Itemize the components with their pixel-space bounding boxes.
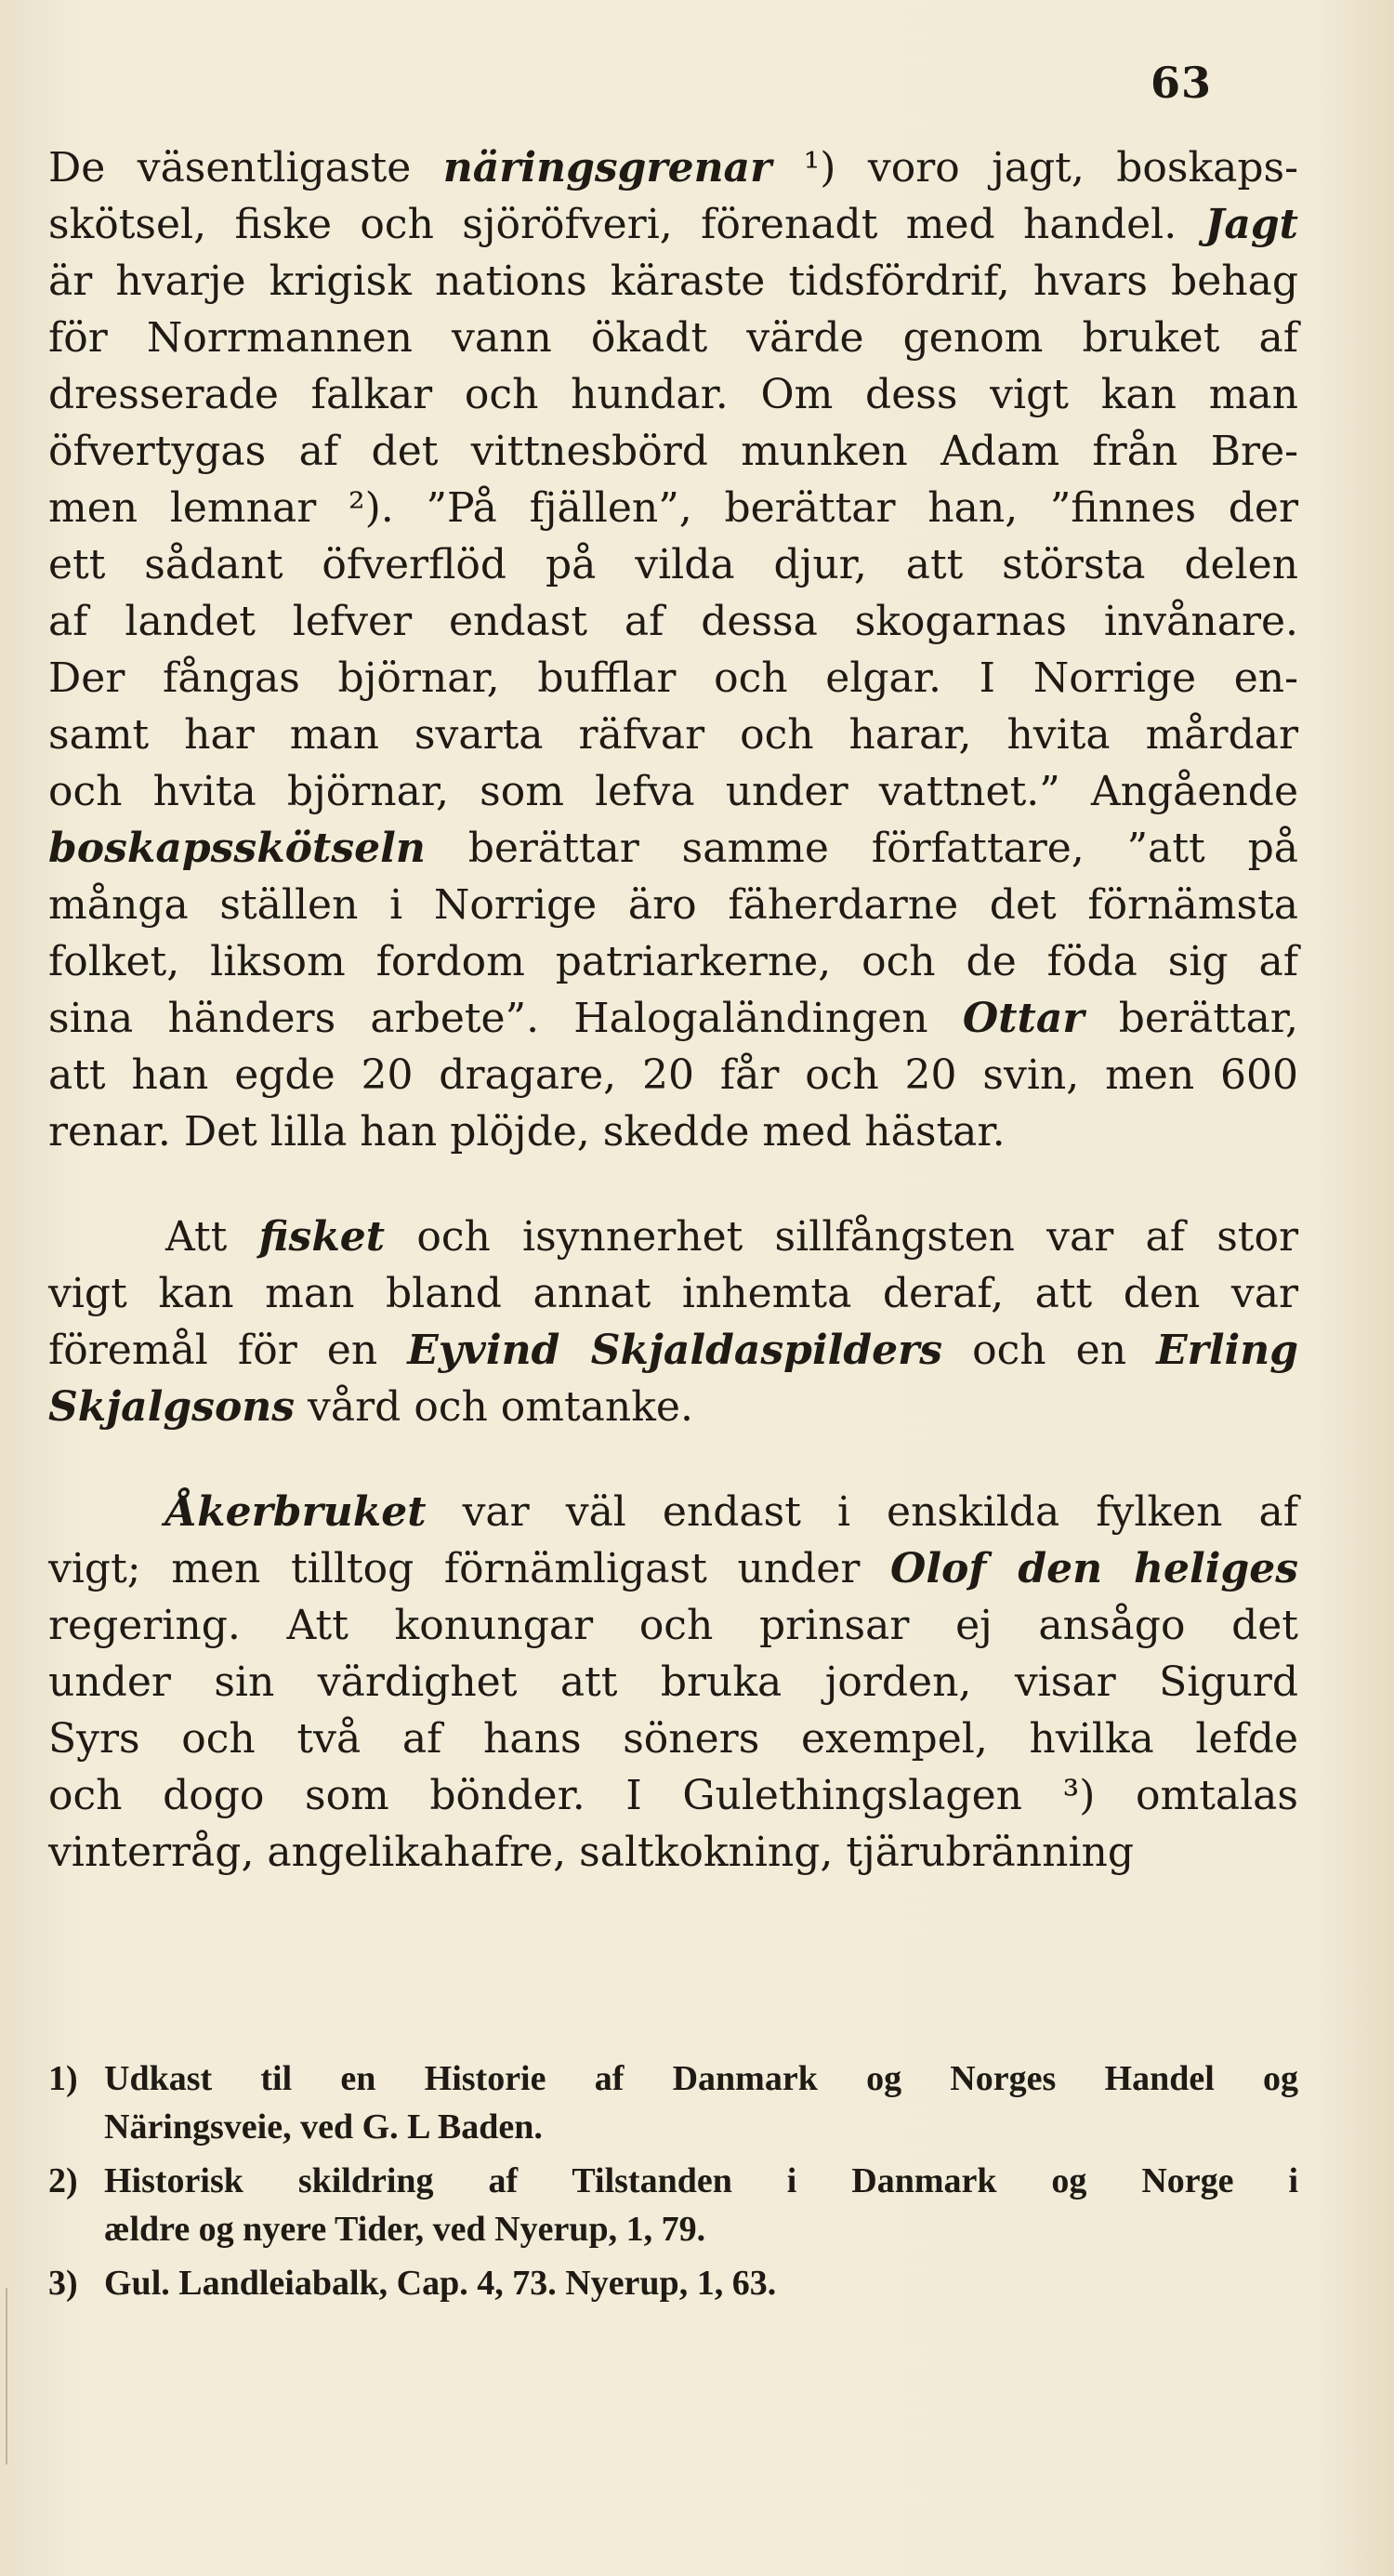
text-segment: och dogo som bönder. I Gulethingslagen ³) omtalas: [48, 1772, 1298, 1819]
emphasized-term: boskapsskötseln: [48, 825, 426, 872]
emphasized-term: Erling: [1156, 1327, 1298, 1374]
text-segment: vinterråg, angelikahafre, saltkokning, tjärubränning: [48, 1829, 1135, 1876]
paragraph-fishing: [48, 1209, 1298, 1435]
text-segment: folket, liksom fordom patriarkerne, och de föda sig af: [48, 938, 1298, 985]
text-segment: var väl endast i enskilda fylken af: [426, 1488, 1298, 1536]
footnote: [48, 2259, 1298, 2307]
page-number: 63: [1150, 58, 1212, 108]
emphasized-term: Olof den heliges: [890, 1545, 1298, 1592]
text-line: [48, 877, 1298, 933]
text-line: [48, 763, 1298, 820]
paragraph-agriculture: [48, 1484, 1298, 1881]
emphasized-term: näringsgrenar: [442, 144, 772, 192]
text-segment: berättar,: [1084, 995, 1298, 1042]
text-segment: De väsentligaste: [48, 144, 443, 192]
emphasized-term: Ottar: [962, 995, 1085, 1042]
emphasized-term: Jagt: [1204, 201, 1298, 248]
footnote-number: 3): [48, 2264, 78, 2303]
text-segment: skötsel, fiske och sjöröfveri, förenadt med handel.: [48, 201, 1205, 248]
text-line: [48, 1654, 1298, 1711]
footnote-line: Historisk skildring af Tilstanden i Danmark og Norge i: [104, 2161, 1298, 2200]
main-text: [48, 139, 1298, 1929]
text-segment: men lemnar ²). ”På fjällen”, berättar han, ”finnes der: [48, 484, 1298, 532]
text-line: [48, 990, 1298, 1047]
text-line: [48, 1379, 1298, 1435]
text-line: [48, 310, 1298, 366]
footnote-line: ældre og nyere Tider, ved Nyerup, 1, 79.: [104, 2210, 706, 2249]
text-segment: renar. Det lilla han plöjde, skedde med hästar.: [48, 1108, 1006, 1156]
footnote: [48, 2054, 1298, 2151]
emphasized-term: fisket: [258, 1213, 386, 1261]
text-segment: är hvarje krigisk nations käraste tidsfördrif, hvars behag: [48, 258, 1298, 305]
text-line: [48, 139, 1298, 196]
text-segment: att han egde 20 dragare, 20 får och 20 svin, men 600: [48, 1051, 1298, 1099]
text-segment: och isynnerhet sillfångsten var af stor: [385, 1213, 1298, 1261]
text-line: [48, 1767, 1298, 1824]
text-segment: och hvita björnar, som lefva under vattnet.” Angående: [48, 768, 1298, 815]
footnote-line: Gul. Landleiabalk, Cap. 4, 73. Nyerup, 1, 63.: [104, 2264, 777, 2303]
text-segment: Der fångas björnar, bufflar och elgar. I Norrige en-: [48, 654, 1298, 702]
footnote: [48, 2157, 1298, 2253]
text-line: [48, 1103, 1298, 1160]
footnote-line: Näringsveie, ved G. L Baden.: [104, 2107, 543, 2147]
text-line: [48, 1047, 1298, 1103]
text-segment: öfvertygas af det vittnesbörd munken Adam från Bre-: [48, 428, 1298, 475]
text-segment: berättar samme författare, ”att på: [425, 825, 1298, 872]
footnote-line: Udkast til en Historie af Danmark og Norges Handel og: [104, 2059, 1298, 2098]
text-segment: regering. Att konungar och prinsar ej ansågo det: [48, 1602, 1298, 1649]
footnote-number: 2): [48, 2161, 78, 2200]
text-line: [48, 1265, 1298, 1322]
text-line: [48, 593, 1298, 650]
text-line: [48, 1597, 1298, 1654]
page-edge-mark: [6, 2288, 7, 2464]
paragraph-livelihoods: [48, 139, 1298, 1160]
text-segment: af landet lefver endast af dessa skogarnas invånare.: [48, 598, 1298, 645]
footnotes: [48, 2054, 1298, 2313]
text-segment: samt har man svarta räfvar och harar, hvita mårdar: [48, 711, 1298, 759]
emphasized-term: Skjalgsons: [48, 1383, 296, 1431]
footnote-number: 1): [48, 2059, 78, 2098]
text-line: [48, 1824, 1298, 1881]
text-line: [48, 650, 1298, 707]
text-segment: vigt; men tilltog förnämligast under: [48, 1545, 891, 1592]
text-line: [48, 1209, 1298, 1265]
text-segment: för Norrmannen vann ökadt värde genom bruket af: [48, 314, 1298, 362]
text-segment: Att: [165, 1213, 259, 1261]
text-line: [48, 1711, 1298, 1767]
text-line: [48, 536, 1298, 593]
text-segment: vigt kan man bland annat inhemta deraf, att den var: [48, 1270, 1298, 1317]
text-segment: dresserade falkar och hundar. Om dess vigt kan man: [48, 371, 1298, 418]
text-line: [48, 196, 1298, 253]
text-line: [48, 480, 1298, 536]
emphasized-term: Åkerbruket: [165, 1488, 427, 1536]
text-segment: många ställen i Norrige äro fäherdarne det förnämsta: [48, 881, 1298, 929]
emphasized-term: Eyvind Skjaldaspilders: [407, 1327, 943, 1374]
text-segment: sina händers arbete”. Halogaländingen: [48, 995, 963, 1042]
text-line: [48, 820, 1298, 877]
text-segment: vård och omtanke.: [295, 1383, 693, 1431]
text-line: [48, 423, 1298, 480]
text-segment: ¹) voro jagt, boskaps-: [771, 144, 1298, 192]
text-line: [48, 253, 1298, 310]
text-line: [48, 933, 1298, 990]
text-line: [48, 707, 1298, 763]
text-line: [48, 1484, 1298, 1540]
text-segment: föremål för en: [48, 1327, 408, 1374]
text-segment: Syrs och två af hans söners exempel, hvilka lefde: [48, 1715, 1298, 1763]
text-line: [48, 1540, 1298, 1597]
text-line: [48, 366, 1298, 423]
text-line: [48, 1322, 1298, 1379]
text-segment: under sin värdighet att bruka jorden, visar Sigurd: [48, 1658, 1298, 1706]
text-segment: ett sådant öfverflöd på vilda djur, att största delen: [48, 541, 1298, 588]
text-segment: och en: [942, 1327, 1157, 1374]
